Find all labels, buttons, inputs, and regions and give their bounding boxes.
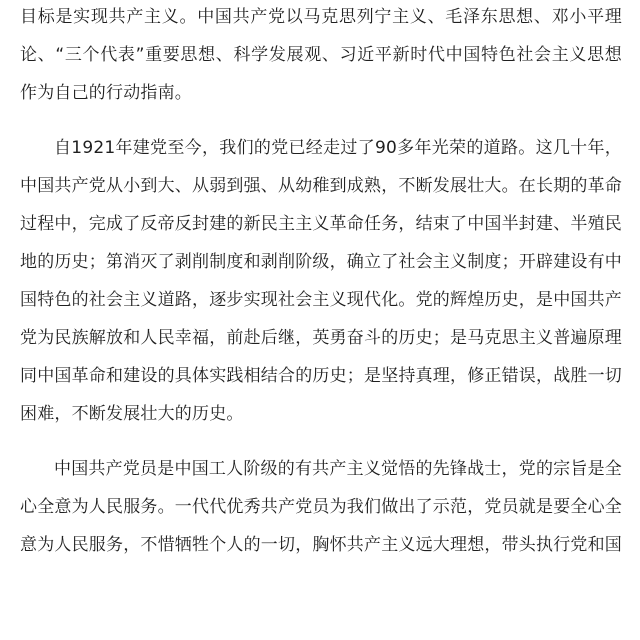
article-body	[20, 0, 622, 564]
paragraph-party-goal: 目标是实现共产主义。中国共产党以马克思列宁主义、毛泽东思想、邓小平理论、“三个代表”重要思想、科学发展观、习近平新时代中国特色社会主义思想作为自己的行动指南。	[20, 7, 622, 103]
paragraph-party-history: 自1921年建党至今，我们的党已经走过了90多年光荣的道路。这几十年，中国共产党从小到大、从弱到强、从幼稚到成熟，不断发展壮大。在长期的革命过程中，完成了反帝反封建的新民主主义革命任务，结束了中国半封建、半殖民地的历史；第消灭了剥削制度和剥削阶级，确立了社会主义制度；开辟建设有中国特色的社会主义道路，逐步实现社会主义现代化。党的辉煌历史，是中国共产党为民族解放和人民幸福，前赴后继，英勇奋斗的历史；是马克思主义普遍原理同中国革命和建设的具体实践相结合的历史；是坚持真理，修正错误，战胜一切困难，不断发展壮大的历史。	[20, 138, 622, 424]
paragraph-party-members: 中国共产党员是中国工人阶级的有共产主义觉悟的先锋战士，党的宗旨是全心全意为人民服务。一代代优秀共产党员为我们做出了示范，党员就是要全心全意为人民服务，不惜牺牲个人的一切，胸怀共产主义远大理想，带头执行党和国	[20, 459, 622, 555]
